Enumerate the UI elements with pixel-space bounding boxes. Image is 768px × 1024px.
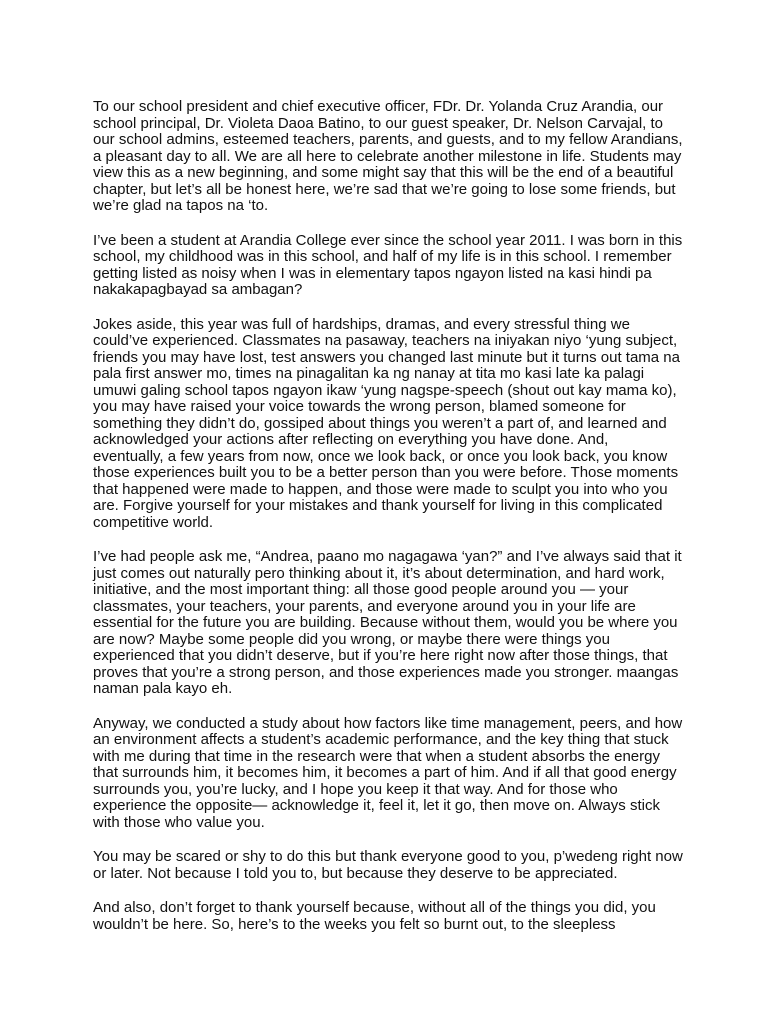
- paragraph-hardships: Jokes aside, this year was full of hardships, dramas, and every stressful thing we could’ve experienced. Classmates na pasaway, teachers na iniyakan niyo ‘yung subject, friends you may have lost, test answers you changed last minute but it turns out tama na pala first answer mo, times na pinagalitan ka ng nanay at tita mo kasi late ka palagi umuwi galing school tapos ngayon ikaw ‘yung nagspe-speech (shout out kay mama ko), you may have raised your voice towards the wrong person, blamed someone for something they didn’t do, gossiped about things you weren’t a part of, and learned and acknowledged your actions after reflecting on everything you have done. And, eventually, a few years from now, once we look back, or once you look back, you know those experiences built you to be a better person than you were before. Those moments that happened were made to happen, and those were made to sculpt you into who you are. Forgive yourself for your mistakes and thank yourself for living in this complicated competitive world.: [93, 315, 680, 531]
- paragraph-thank-yourself: And also, don’t forget to thank yourself because, without all of the things you did, you wouldn’t be here. So, here’s to the weeks you felt so burnt out, to the sleepless: [93, 899, 656, 933]
- paragraph-student-history: I’ve been a student at Arandia College ever since the school year 2011. I was born in this school, my childhood was in this school, and half of my life is in this school. I remember getting listed as noisy when I was in elementary tapos ngayon listed na kasi hindi pa nakakapagbayad sa ambagan?: [93, 231, 683, 298]
- paragraph-research: Anyway, we conducted a study about how factors like time management, peers, and how an environment affects a student’s academic performance, and the key thing that stuck with me during that time in the research were that when a student absorbs the energy that surrounds him, it becomes him, it becomes a part of him. And if all that good energy surrounds you, you’re lucky, and I hope you keep it that way. And for those who experience the opposite— acknowledge it, feel it, let it go, then move on. Always stick with those who value you.: [93, 714, 683, 831]
- document-body: [93, 99, 683, 951]
- paragraph-determination: I’ve had people ask me, “Andrea, paano mo nagagawa ‘yan?” and I’ve always said that it just comes out naturally pero thinking about it, it’s about determination, and hard work, initiative, and the most important thing: all those good people around you — your classmates, your teachers, your parents, and everyone around you in your life are essential for the future you are building. Because without them, would you be where you are now? Maybe some people did you wrong, or maybe there were things you experienced that you didn’t deserve, but if you’re here right now after those things, that proves that you’re a strong person, and those experiences made you stronger. maangas naman pala kayo eh.: [93, 548, 682, 697]
- paragraph-greeting: To our school president and chief executive officer, FDr. Dr. Yolanda Cruz Arandia, our school principal, Dr. Violeta Daoa Batino, to our guest speaker, Dr. Nelson Carvajal, to our school admins, esteemed teachers, parents, and guests, and to my fellow Arandians, a pleasant day to all. We are all here to celebrate another milestone in life. Students may view this as a new beginning, and some might say that this will be the end of a beautiful chapter, but let’s all be honest here, we’re sad that we’re going to lose some friends, but we’re glad na tapos na ‘to.: [93, 98, 683, 214]
- paragraph-thank-others: You may be scared or shy to do this but thank everyone good to you, p’wedeng right now or later. Not because I told you to, but because they deserve to be appreciated.: [93, 848, 683, 882]
